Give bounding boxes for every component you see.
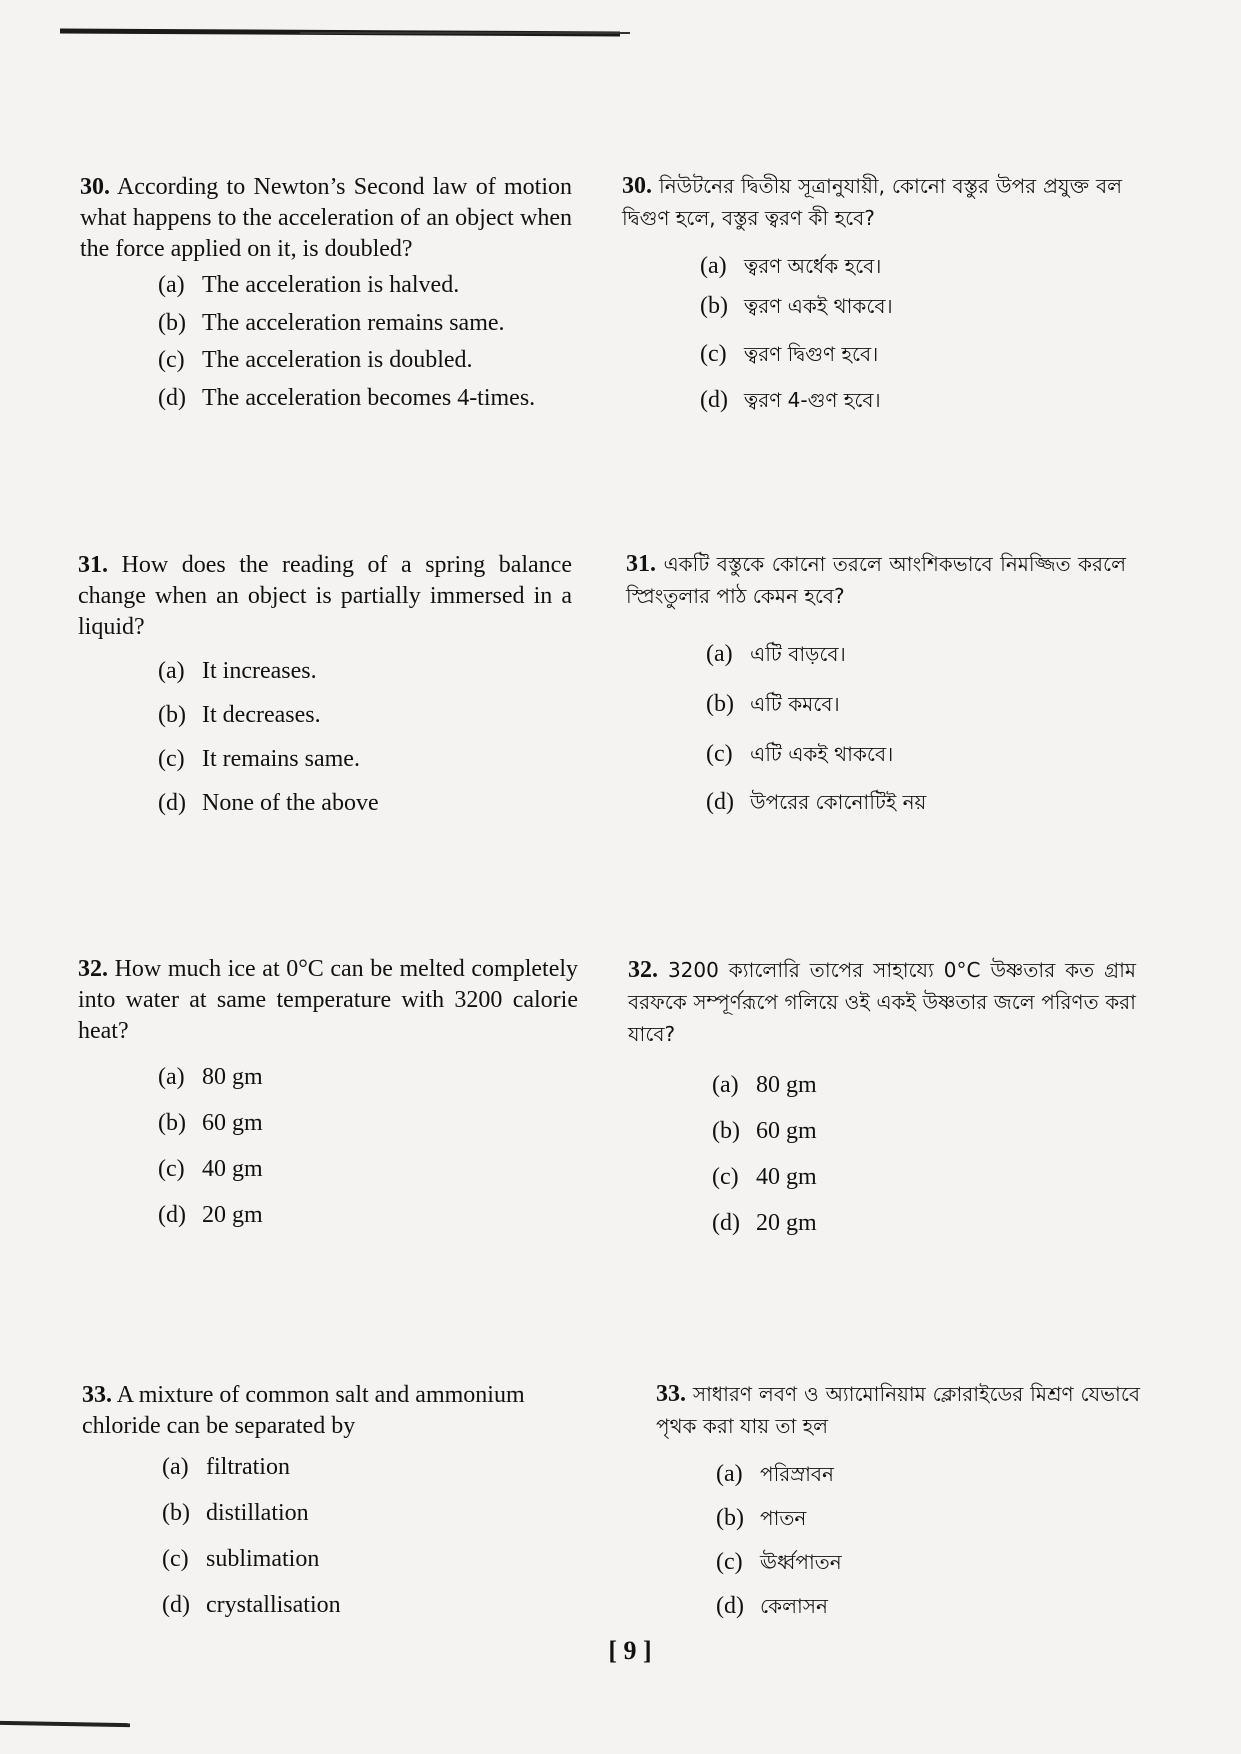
top-rule-thin bbox=[300, 32, 630, 34]
option-30-bn-a: (a) ত্বরণ অর্ধেক হবে। bbox=[700, 253, 882, 279]
question-text: নিউটনের দ্বিতীয় সূত্রানুযায়ী, কোনো বস্তুর উপর প্রযুক্ত বল দ্বিগুণ হলে, বস্তুর ত্বরণ কী হবে? bbox=[622, 174, 1122, 230]
bottom-rule bbox=[0, 1721, 130, 1727]
option-31-bn-a: (a) এটি বাড়বে। bbox=[706, 641, 846, 667]
option-32-en-d: (d) 20 gm bbox=[158, 1202, 263, 1228]
option-31-bn-b: (b) এটি কমবে। bbox=[706, 691, 840, 717]
option-30-bn-c: (c) ত্বরণ দ্বিগুণ হবে। bbox=[700, 341, 879, 367]
question-32-bn bbox=[628, 954, 1136, 1050]
option-33-bn-c: (c) ঊর্ধ্বপাতন bbox=[716, 1549, 842, 1575]
option-32-bn-a: (a) 80 gm bbox=[712, 1072, 817, 1098]
option-33-bn-b: (b) পাতন bbox=[716, 1505, 807, 1531]
option-33-en-d: (d) crystallisation bbox=[162, 1592, 341, 1618]
question-number: 30. bbox=[80, 174, 110, 200]
option-31-en-c: (c) It remains same. bbox=[158, 746, 360, 772]
question-number: 32. bbox=[628, 957, 658, 983]
question-text: একটি বস্তুকে কোনো তরলে আংশিকভাবে নিমজ্জিত করলে স্প্রিংতুলার পাঠ কেমন হবে? bbox=[626, 552, 1126, 608]
question-text: সাধারণ লবণ ও অ্যামোনিয়াম ক্লোরাইডের মিশ্রণ যেভাবে পৃথক করা যায় তা হল bbox=[656, 1382, 1140, 1438]
option-30-bn-b: (b) ত্বরণ একই থাকবে। bbox=[700, 293, 893, 319]
question-text: How does the reading of a spring balance change when an object is partially immersed in a liquid? bbox=[78, 552, 572, 640]
option-31-bn-c: (c) এটি একই থাকবে। bbox=[706, 741, 894, 767]
option-32-en-c: (c) 40 gm bbox=[158, 1156, 263, 1182]
option-30-en-a: (a) The acceleration is halved. bbox=[158, 272, 460, 298]
option-32-bn-b: (b) 60 gm bbox=[712, 1118, 817, 1144]
question-33-bn bbox=[656, 1378, 1140, 1442]
option-32-en-a: (a) 80 gm bbox=[158, 1064, 263, 1090]
question-number: 33. bbox=[82, 1382, 112, 1408]
option-33-en-a: (a) filtration bbox=[162, 1454, 290, 1480]
option-33-bn-d: (d) কেলাসন bbox=[716, 1593, 828, 1619]
option-31-en-a: (a) It increases. bbox=[158, 658, 317, 684]
option-32-bn-d: (d) 20 gm bbox=[712, 1210, 817, 1236]
question-number: 33. bbox=[656, 1381, 686, 1407]
question-text: According to Newton’s Second law of motion what happens to the acceleration of an object when the force applied on it, is doubled? bbox=[80, 174, 572, 262]
option-30-en-c: (c) The acceleration is doubled. bbox=[158, 347, 473, 373]
option-32-en-b: (b) 60 gm bbox=[158, 1110, 263, 1136]
question-number: 30. bbox=[622, 173, 652, 199]
option-33-bn-a: (a) পরিস্রাবন bbox=[716, 1461, 834, 1487]
option-30-en-b: (b) The acceleration remains same. bbox=[158, 310, 505, 336]
option-30-en-d: (d) The acceleration becomes 4-times. bbox=[158, 385, 536, 411]
question-32-en bbox=[78, 954, 578, 1047]
option-33-en-c: (c) sublimation bbox=[162, 1546, 320, 1572]
question-30-en bbox=[80, 172, 572, 265]
question-31-en bbox=[78, 550, 572, 643]
option-31-en-b: (b) It decreases. bbox=[158, 702, 321, 728]
option-31-en-d: (d) None of the above bbox=[158, 790, 379, 816]
question-31-bn bbox=[626, 548, 1126, 612]
page-number: [ 9 ] bbox=[608, 1636, 652, 1665]
question-33-en bbox=[82, 1380, 582, 1442]
question-30-bn bbox=[622, 170, 1122, 234]
question-text: A mixture of common salt and ammonium chloride can be separated by bbox=[82, 1382, 525, 1439]
option-30-bn-d: (d) ত্বরণ 4-গুণ হবে। bbox=[700, 387, 881, 413]
question-number: 32. bbox=[78, 956, 108, 982]
question-text: 3200 ক্যালোরি তাপের সাহায্যে 0°C উষ্ণতার কত গ্রাম বরফকে সম্পূর্ণরূপে গলিয়ে ওই একই উষ্ণতার জলে পরিণত করা যাবে? bbox=[628, 958, 1136, 1046]
option-33-en-b: (b) distillation bbox=[162, 1500, 309, 1526]
option-31-bn-d: (d) উপরের কোনোটিই নয় bbox=[706, 789, 927, 815]
question-number: 31. bbox=[78, 552, 108, 578]
question-number: 31. bbox=[626, 551, 656, 577]
question-text: How much ice at 0°C can be melted completely into water at same temperature with 3200 calorie heat? bbox=[78, 956, 579, 1044]
option-32-bn-c: (c) 40 gm bbox=[712, 1164, 817, 1190]
